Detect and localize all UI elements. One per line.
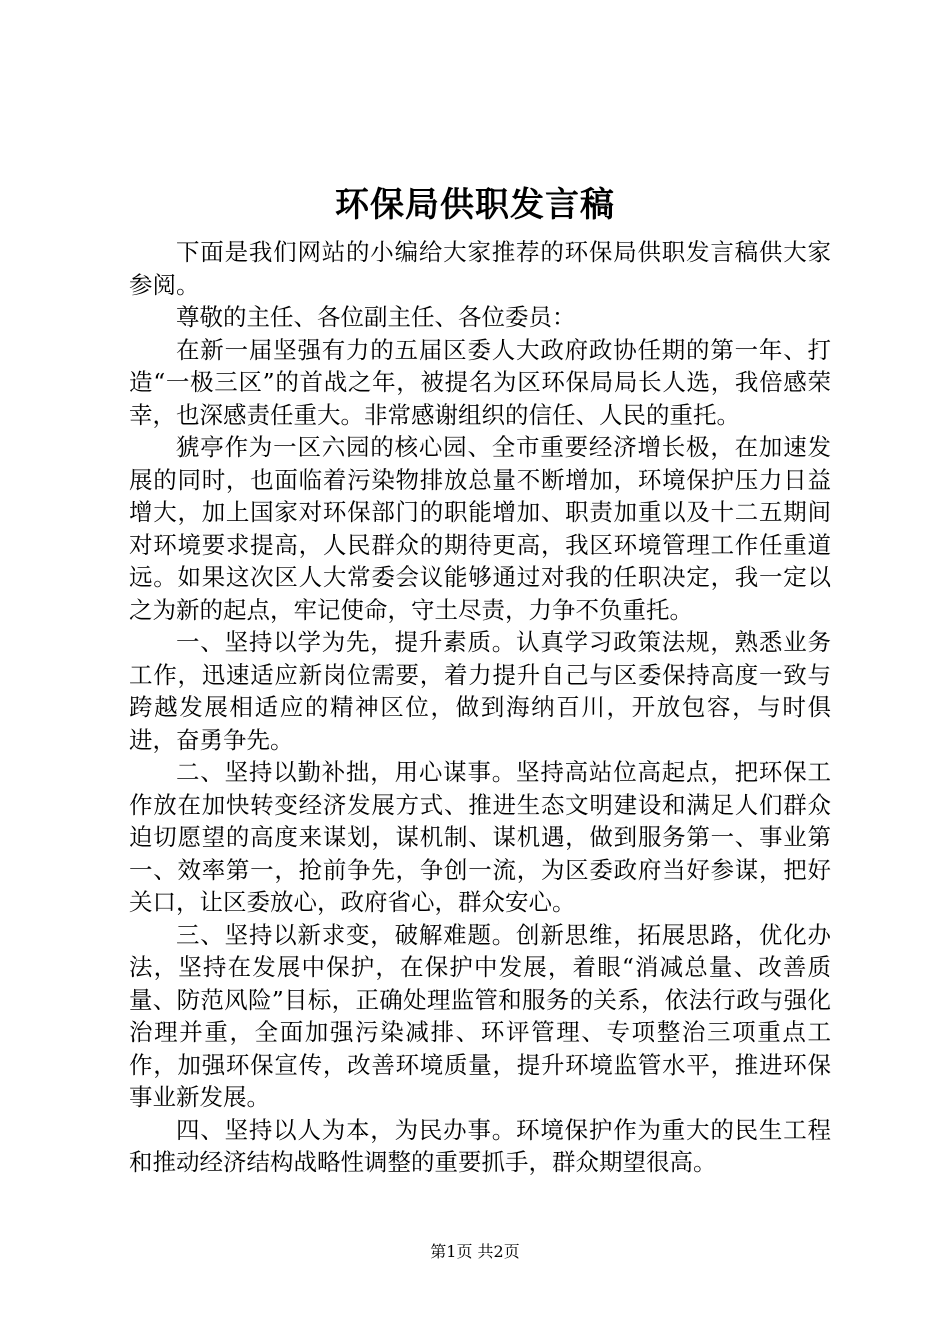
page-footer: 第1页 共2页 xyxy=(430,1242,520,1261)
paragraph-2: 猇亭作为一区六园的核心园、全市重要经济增长极，在加速发展的同时，也面临着污染物排放总量不断增加，环境保护压力日益增大，加上国家对环保部门的职能增加、职责加重以及十二五期间对环境要求提高，人民群众的期待更高，我区环境管理工作任重道远。如果这次区人大常委会议能够通过对我的任职决定，我一定以之为新的起点，牢记使命，守土尽责，力争不负重托。 xyxy=(129,433,831,624)
paragraph-point-3: 三、坚持以新求变，破解难题。创新思维，拓展思路，优化办法，坚持在发展中保护，在保护中发展，着眼“消减总量、改善质量、防范风险”目标，正确处理监管和服务的关系，依法行政与强化治理并重，全面加强污染减排、环评管理、专项整治三项重点工作，加强环保宣传，改善环境质量，提升环境监管水平，推进环保事业新发展。 xyxy=(129,920,831,1111)
paragraph-point-4: 四、坚持以人为本，为民办事。环境保护作为重大的民生工程和推动经济结构战略性调整的重要抓手，群众期望很高。 xyxy=(129,1115,831,1176)
paragraph-salutation: 尊敬的主任、各位副主任、各位委员： xyxy=(176,303,576,331)
paragraph-point-2: 二、坚持以勤补拙，用心谋事。坚持高站位高起点，把环保工作放在加快转变经济发展方式、推进生态文明建设和满足人们群众迫切愿望的高度来谋划，谋机制、谋机遇，做到服务第一、事业第一、效率第一，抢前争先，争创一流，为区委政府当好参谋，把好关口，让区委放心，政府省心，群众安心。 xyxy=(129,758,831,916)
paragraph-1: 在新一届坚强有力的五届区委人大政府政协任期的第一年、打造“一极三区”的首战之年，被提名为区环保局局长人选，我倍感荣幸，也深感责任重大。非常感谢组织的信任、人民的重托。 xyxy=(129,335,831,429)
paragraph-intro: 下面是我们网站的小编给大家推荐的环保局供职发言稿供大家参阅。 xyxy=(129,238,831,299)
paragraph-point-1: 一、坚持以学为先，提升素质。认真学习政策法规，熟悉业务工作，迅速适应新岗位需要，着力提升自己与区委保持高度一致与跨越发展相适应的精神区位，做到海纳百川，开放包容，与时俱进，奋勇争先。 xyxy=(129,628,831,754)
document-title: 环保局供职发言稿 xyxy=(335,185,615,225)
document-body xyxy=(129,236,831,1179)
